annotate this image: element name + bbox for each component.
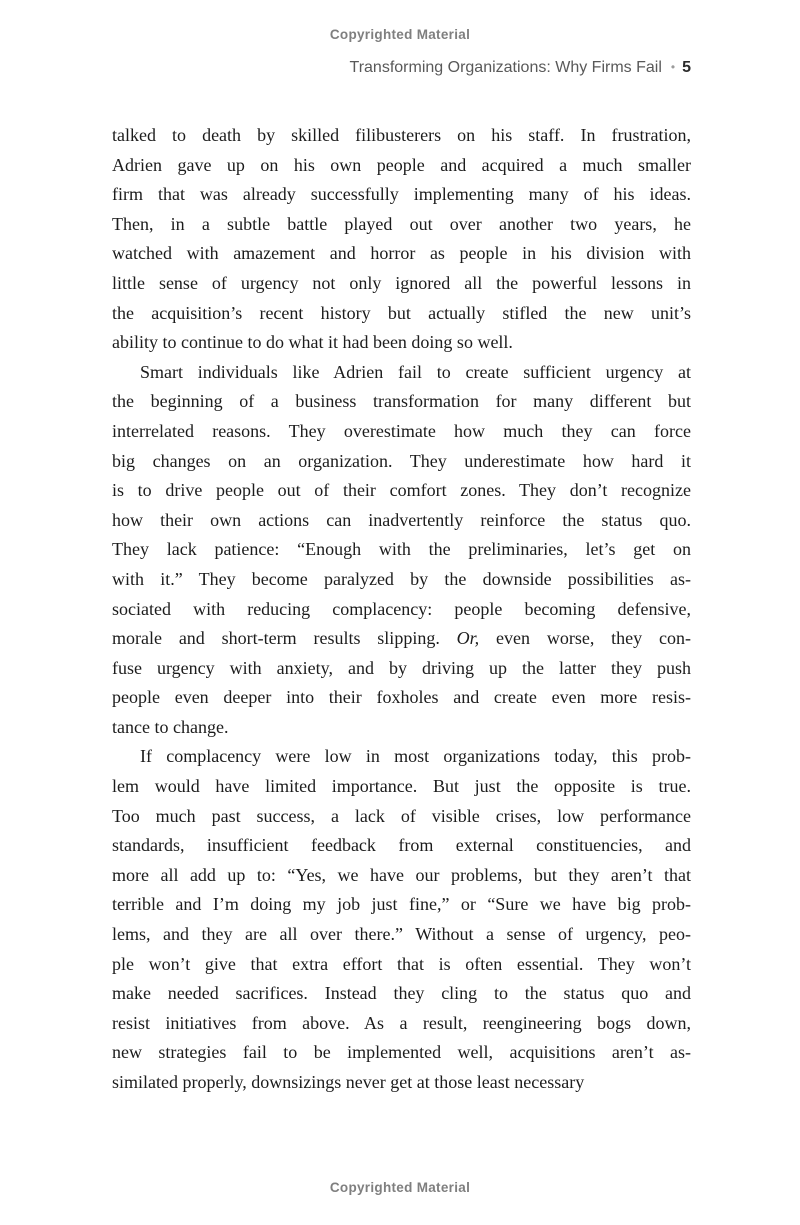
text-line (112, 1009, 691, 1039)
text-segment: ability to continue to do what it had been doing so well. (112, 332, 513, 353)
text-line (112, 1068, 691, 1098)
text-segment: with it.” They become paralyzed by the downside possibilities as- (112, 568, 691, 589)
paragraph (112, 358, 691, 743)
text-segment: more all add up to: “Yes, we have our problems, but they aren’t that (112, 864, 691, 885)
text-line (112, 565, 691, 595)
copyright-notice-bottom: Copyrighted Material (329, 1180, 471, 1195)
text-line (112, 506, 691, 536)
text-line (112, 180, 691, 210)
text-segment: They lack patience: “Enough with the preliminaries, let’s get on (112, 539, 691, 560)
text-segment: sociated with reducing complacency: people becoming defensive, (112, 598, 691, 619)
text-line (112, 831, 691, 861)
text-line (112, 1038, 691, 1068)
text-segment: similated properly, downsizings never get at those least necessary (112, 1072, 585, 1092)
text-line (112, 802, 691, 832)
text-line (112, 447, 691, 477)
text-segment: big changes on an organization. They underestimate how hard it (112, 450, 691, 471)
text-line (112, 417, 691, 447)
italic-text: Or, (456, 628, 480, 649)
text-segment: lem would have limited importance. But just the opposite is true. (112, 776, 691, 797)
text-segment: interrelated reasons. They overestimate how much they can force (112, 420, 691, 441)
text-line (112, 387, 691, 417)
text-segment: new strategies fail to be implemented well, acquisitions aren’t as- (112, 1042, 691, 1063)
running-head-title: Transforming Organizations: Why Firms Fail (349, 59, 662, 76)
text-line (112, 654, 691, 684)
text-line (112, 535, 691, 565)
text-line (112, 950, 691, 980)
text-segment: make needed sacrifices. Instead they cling to the status quo and (112, 983, 691, 1004)
text-line (112, 269, 691, 299)
text-line (112, 772, 691, 802)
page-number: 5 (682, 59, 691, 76)
text-segment: Too much past success, a lack of visible crises, low performance (112, 805, 691, 826)
text-segment: If complacency were low in most organizations today, this prob- (140, 746, 691, 767)
text-segment: little sense of urgency not only ignored all the powerful lessons in (112, 272, 691, 293)
page-body (112, 121, 691, 1098)
text-line (112, 358, 691, 388)
text-segment: the acquisition’s recent history but actually stifled the new unit’s (112, 302, 691, 323)
text-segment: tance to change. (112, 716, 229, 737)
text-segment: ple won’t give that extra effort that is often essential. They won’t (112, 953, 691, 974)
text-line (112, 890, 691, 920)
paragraph (112, 742, 691, 1097)
text-segment: watched with amazement and horror as people in his division with (112, 243, 691, 264)
text-segment: is to drive people out of their comfort zones. They don’t recognize (112, 480, 691, 501)
text-line (112, 861, 691, 891)
text-line (112, 742, 691, 772)
text-segment: standards, insufficient feedback from external constituencies, and (112, 835, 691, 856)
text-line (112, 121, 691, 151)
running-head (112, 59, 691, 77)
text-line (112, 328, 691, 358)
text-segment: Smart individuals like Adrien fail to create sufficient urgency at (140, 361, 691, 382)
text-segment: morale and short-term results slipping. (112, 628, 457, 649)
text-segment: even worse, they con- (479, 628, 691, 649)
bullet-separator-icon: • (670, 60, 676, 74)
text-segment: talked to death by skilled filibusterers on his staff. In frustration, (112, 125, 691, 145)
text-line (112, 151, 691, 181)
text-segment: how their own actions can inadvertently reinforce the status quo. (112, 509, 691, 530)
text-segment: fuse urgency with anxiety, and by driving up the latter they push (112, 657, 691, 678)
text-line (112, 979, 691, 1009)
text-line (112, 624, 691, 654)
text-line (112, 595, 691, 625)
copyright-notice-top: Copyrighted Material (329, 27, 471, 42)
text-segment: the beginning of a business transformation for many different but (112, 391, 691, 412)
text-segment: terrible and I’m doing my job just fine,” or “Sure we have big prob- (112, 894, 691, 915)
text-line (112, 920, 691, 950)
text-segment: people even deeper into their foxholes and create even more resis- (112, 687, 691, 708)
text-line (112, 713, 691, 743)
text-segment: resist initiatives from above. As a result, reengineering bogs down, (112, 1012, 691, 1033)
text-line (112, 299, 691, 329)
paragraph (112, 121, 691, 358)
text-line (112, 239, 691, 269)
text-line (112, 210, 691, 240)
text-line (112, 476, 691, 506)
text-segment: lems, and they are all over there.” Without a sense of urgency, peo- (112, 924, 691, 945)
text-line (112, 683, 691, 713)
text-segment: Adrien gave up on his own people and acquired a much smaller (112, 154, 691, 175)
text-segment: firm that was already successfully implementing many of his ideas. (112, 184, 691, 205)
text-segment: Then, in a subtle battle played out over another two years, he (112, 213, 691, 234)
